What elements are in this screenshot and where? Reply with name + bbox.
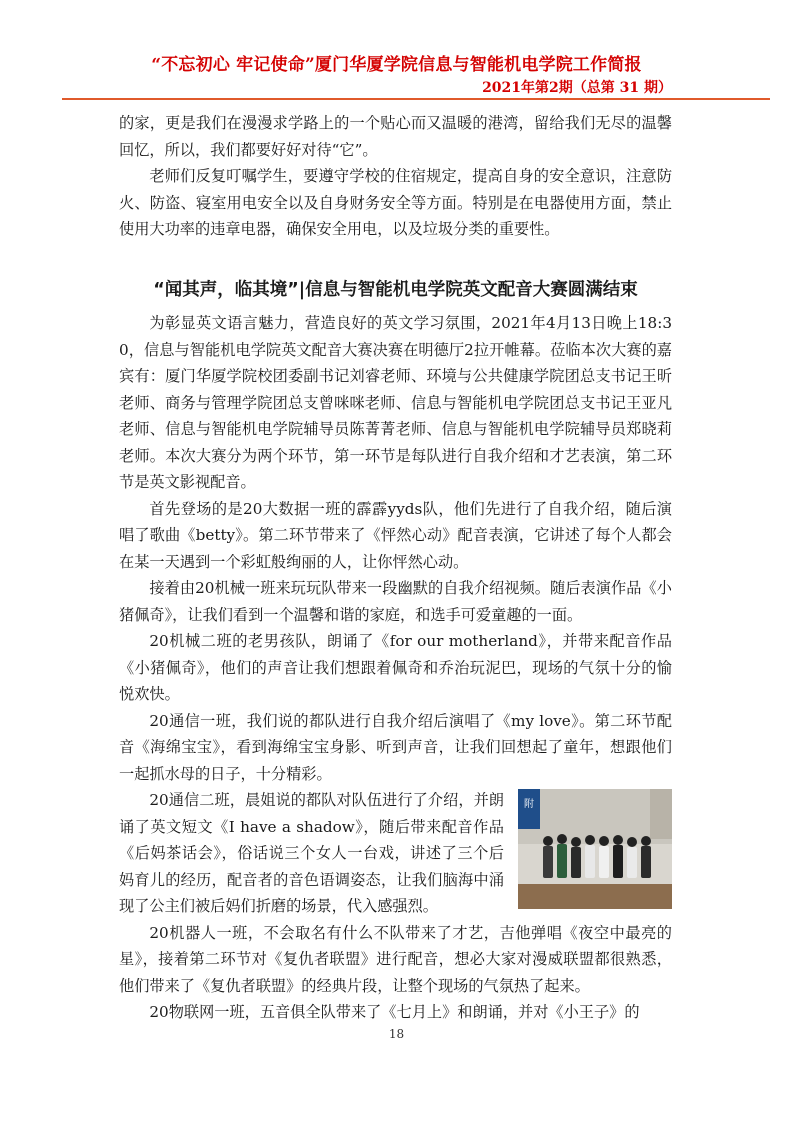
body-paragraph: 20机械二班的老男孩队，朗诵了《for our motherland》，并带来配音作品《小猪佩奇》，他们的声音让我们想跟着佩奇和乔治玩泥巴，现场的气氛十分的愉悦欢快。 (119, 632, 672, 703)
page-number: 18 (388, 1027, 405, 1041)
section-body (119, 310, 672, 1026)
banner-text: 附 (524, 799, 534, 810)
header-rule (62, 98, 770, 100)
body-paragraph: 20通信一班，我们说的都队进行自我介绍后演唱了《my love》。第二环节配音《海绵宝宝》，看到海绵宝宝身影、听到声音，让我们回想起了童年，想跟他们一起抓水母的日子，十分精彩。 (119, 711, 672, 783)
body-paragraph: 为彰显英文语言魅力，营造良好的英文学习氛围，2021年4月13日晚上18:30，信息与智能机电学院英文配音大赛决赛在明德厅2拉开帷幕。莅临本次大赛的嘉宾有：厦门华厦学院校团委副书记刘睿老师、环境与公共健康学院团总支书记王昕老师、商务与管理学院团总支曾咪咪老师、信息与智能机电学院团总支书记王亚凡老师、信息与智能机电学院辅导员陈菁菁老师、信息与智能机电学院辅导员郑晓莉老师。本次大赛分为两个环节，第一环节是每队进行自我介绍和才艺表演，第二环节是英文影视配音。 (119, 314, 672, 491)
stage-group-photo (518, 789, 672, 909)
header-issue: 2021年第2期（总第 31 期） (482, 80, 672, 96)
body-paragraph: 首先登场的是20大数据一班的霹霹yyds队，他们先进行了自我介绍，随后演唱了歌曲《betty》。第二环节带来了《怦然心动》配音表演，它讲述了每个人都会在某一天遇到一个彩虹般绚丽的人，让你怦然心动。 (119, 499, 672, 571)
intro-text (119, 110, 672, 243)
body-paragraph: 20机器人一班，不会取名有什么不队带来了才艺，吉他弹唱《夜空中最亮的星》，接着第二环节对《复仇者联盟》进行配音，想必大家对漫威联盟都很熟悉，他们带来了《复仇者联盟》的经典片段，让整个现场的气氛热了起来。 (119, 923, 672, 995)
photo-image (518, 789, 672, 909)
body-paragraph: 20物联网一班，五音俱全队带来了《七月上》和朗诵，并对《小王子》的 (149, 1003, 640, 1021)
intro-paragraph: 老师们反复叮嘱学生，要遵守学校的住宿规定，提高自身的安全意识，注意防火、防盗、寝室用电安全以及自身财务安全等方面。特别是在电器使用方面，禁止使用大功率的违章电器，确保安全用电，以及垃圾分类的重要性。 (119, 167, 672, 238)
body-paragraph: 接着由20机械一班来玩玩队带来一段幽默的自我介绍视频。随后表演作品《小猪佩奇》，让我们看到一个温馨和谐的家庭，和选手可爱童趣的一面。 (119, 579, 672, 624)
intro-paragraph: 的家，更是我们在漫漫求学路上的一个贴心而又温暖的港湾，留给我们无尽的温馨回忆，所以，我们都要好好对待“它”。 (119, 114, 672, 159)
section-title: “闻其声，临其境”|信息与智能机电学院英文配音大赛圆满结束 (153, 280, 638, 300)
body-paragraph: 20通信二班，晨姐说的都队对队伍进行了介绍，并朗诵了英文短文《I have a shadow》，随后带来配音作品《后妈茶话会》，俗话说三个女人一台戏，讲述了三个后妈育儿的经历，配音者的音色语调姿态，让我们脑海中涌现了公主们被后妈们折磨的场景，代入感强烈。 (119, 791, 504, 915)
header-title: “不忘初心 牢记使命”厦门华厦学院信息与智能机电学院工作简报 (151, 55, 642, 75)
